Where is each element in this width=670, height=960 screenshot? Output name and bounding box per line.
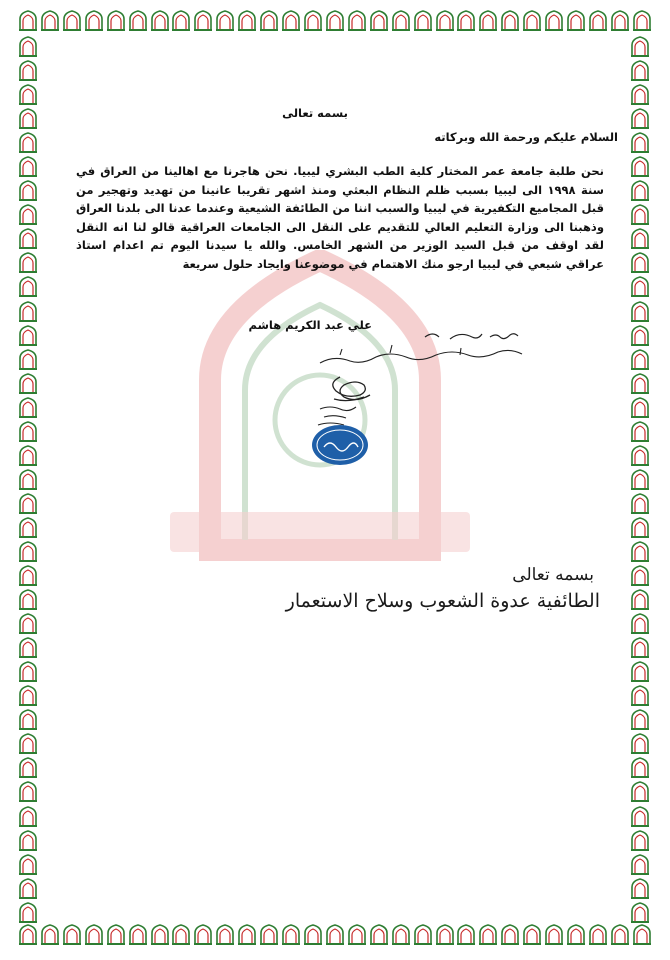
mosque-icon: [18, 565, 38, 587]
mosque-icon: [566, 924, 586, 946]
letter-greeting: السلام عليكم ورحمة الله وبركاته: [434, 130, 618, 144]
mosque-icon: [630, 854, 650, 876]
signature-name: علي عبد الكريم هاشم: [248, 318, 372, 332]
mosque-icon: [413, 10, 433, 32]
mosque-icon: [18, 132, 38, 154]
mosque-icon: [630, 806, 650, 828]
mosque-icon: [630, 60, 650, 82]
handwritten-line-2: [320, 345, 522, 363]
mosque-icon: [632, 10, 652, 32]
mosque-icon: [630, 36, 650, 58]
mosque-icon: [171, 924, 191, 946]
mosque-icon: [630, 469, 650, 491]
mosque-icon: [18, 878, 38, 900]
decorative-border-bottom: [18, 924, 652, 948]
mosque-icon: [18, 517, 38, 539]
body-line: من تهديد وتهجير من قبل المجاميع التكفيرية في ليبيا والسبب اننا من الطائفة: [76, 182, 604, 216]
mosque-icon: [347, 924, 367, 946]
body-line: النقل الى الجامعات العراقية قالو لنا انه النقل لقد اوقف من قبل السيد الوزير من: [76, 219, 604, 253]
transcription-line-1: بسمه تعالى: [512, 565, 594, 585]
mosque-icon: [18, 637, 38, 659]
mosque-icon: [391, 10, 411, 32]
mosque-icon: [18, 806, 38, 828]
mosque-icon: [630, 301, 650, 323]
mosque-icon: [303, 10, 323, 32]
mosque-icon: [435, 10, 455, 32]
mosque-icon: [62, 10, 82, 32]
handwritten-annotation: [300, 325, 530, 475]
letter-body: [76, 162, 604, 274]
mosque-icon: [18, 325, 38, 347]
mosque-icon: [630, 180, 650, 202]
mosque-icon: [435, 924, 455, 946]
mosque-icon: [18, 493, 38, 515]
mosque-icon: [18, 541, 38, 563]
mosque-icon: [18, 781, 38, 803]
mosque-icon: [84, 10, 104, 32]
mosque-icon: [18, 84, 38, 106]
mosque-icon: [630, 373, 650, 395]
decorative-border-left: [18, 36, 40, 924]
mosque-icon: [40, 10, 60, 32]
mosque-icon: [18, 661, 38, 683]
mosque-icon: [259, 924, 279, 946]
body-line: نحن طلبة جامعة عمر المختار كلية الطب البشري ليبيا. نحن هاجرنا مع اهالينا من: [141, 164, 604, 178]
mosque-icon: [18, 156, 38, 178]
mosque-icon: [303, 924, 323, 946]
mosque-icon: [630, 276, 650, 298]
mosque-icon: [193, 924, 213, 946]
mosque-icon: [347, 10, 367, 32]
mosque-icon: [18, 709, 38, 731]
mosque-icon: [630, 661, 650, 683]
mosque-icon: [62, 924, 82, 946]
mosque-icon: [478, 924, 498, 946]
mosque-icon: [18, 349, 38, 371]
mosque-icon: [456, 924, 476, 946]
mosque-icon: [500, 924, 520, 946]
mosque-icon: [18, 613, 38, 635]
decorative-border-top: [18, 10, 652, 34]
mosque-icon: [630, 541, 650, 563]
mosque-icon: [237, 10, 257, 32]
mosque-icon: [18, 180, 38, 202]
mosque-icon: [18, 276, 38, 298]
mosque-icon: [630, 204, 650, 226]
mosque-icon: [150, 924, 170, 946]
mosque-icon: [281, 10, 301, 32]
mosque-icon: [630, 637, 650, 659]
mosque-icon: [18, 733, 38, 755]
mosque-icon: [630, 685, 650, 707]
mosque-icon: [325, 924, 345, 946]
mosque-icon: [632, 924, 652, 946]
mosque-icon: [171, 10, 191, 32]
mosque-icon: [391, 924, 411, 946]
mosque-icon: [325, 10, 345, 32]
mosque-icon: [630, 733, 650, 755]
mosque-icon: [630, 613, 650, 635]
mosque-icon: [630, 589, 650, 611]
mosque-icon: [18, 204, 38, 226]
mosque-icon: [106, 10, 126, 32]
handwritten-line-1: [425, 334, 518, 339]
mosque-icon: [18, 854, 38, 876]
mosque-icon: [18, 902, 38, 924]
mosque-icon: [18, 757, 38, 779]
body-line: العراق في سنة ١٩٩٨ الى ليبيا بسبب ظلم النظام البعثي ومنذ اشهر تقريبا عانينا: [76, 164, 604, 197]
mosque-icon: [193, 10, 213, 32]
mosque-icon: [630, 517, 650, 539]
mosque-icon: [630, 349, 650, 371]
mosque-icon: [18, 228, 38, 250]
mosque-icon: [18, 373, 38, 395]
mosque-icon: [544, 10, 564, 32]
mosque-icon: [630, 878, 650, 900]
mosque-icon: [237, 924, 257, 946]
letter-invocation: بسمه تعالى: [282, 106, 348, 120]
mosque-icon: [610, 924, 630, 946]
mosque-icon: [630, 493, 650, 515]
mosque-icon: [630, 830, 650, 852]
mosque-icon: [18, 10, 38, 32]
mosque-icon: [630, 709, 650, 731]
mosque-icon: [18, 830, 38, 852]
mosque-icon: [630, 252, 650, 274]
mosque-icon: [369, 924, 389, 946]
mosque-icon: [630, 902, 650, 924]
watermark-banner: [170, 512, 470, 552]
mosque-icon: [281, 924, 301, 946]
mosque-icon: [630, 781, 650, 803]
mosque-icon: [369, 10, 389, 32]
mosque-icon: [128, 924, 148, 946]
transcription-line-2: الطائفية عدوة الشعوب وسلاح الاستعمار: [285, 590, 600, 612]
mosque-icon: [18, 469, 38, 491]
mosque-icon: [456, 10, 476, 32]
mosque-icon: [544, 924, 564, 946]
mosque-icon: [630, 84, 650, 106]
mosque-icon: [522, 10, 542, 32]
mosque-icon: [18, 301, 38, 323]
mosque-icon: [84, 924, 104, 946]
body-line: الاهتمام في موضوعنا وايجاد حلول سريعة: [182, 256, 418, 271]
mosque-icon: [630, 421, 650, 443]
mosque-icon: [630, 397, 650, 419]
mosque-icon: [478, 10, 498, 32]
mosque-icon: [630, 325, 650, 347]
mosque-icon: [18, 421, 38, 443]
mosque-icon: [18, 445, 38, 467]
mosque-icon: [18, 108, 38, 130]
mosque-icon: [630, 108, 650, 130]
mosque-icon: [630, 565, 650, 587]
mosque-icon: [630, 445, 650, 467]
mosque-icon: [18, 924, 38, 946]
mosque-icon: [500, 10, 520, 32]
mosque-icon: [215, 924, 235, 946]
mosque-icon: [215, 10, 235, 32]
mosque-icon: [630, 757, 650, 779]
mosque-icon: [18, 685, 38, 707]
handwritten-scribble: [333, 377, 370, 401]
mosque-icon: [630, 132, 650, 154]
mosque-icon: [630, 156, 650, 178]
mosque-icon: [18, 397, 38, 419]
mosque-icon: [18, 60, 38, 82]
mosque-icon: [566, 10, 586, 32]
body-line: الشهر الخامس. والله يا سيدنا اليوم تم اعدام استاذ عراقي شيعي في ليبيا ارجو منك: [76, 238, 604, 271]
mosque-icon: [588, 10, 608, 32]
mosque-icon: [259, 10, 279, 32]
mosque-icon: [18, 589, 38, 611]
mosque-icon: [413, 924, 433, 946]
mosque-icon: [522, 924, 542, 946]
decorative-border-right: [630, 36, 652, 924]
mosque-icon: [588, 924, 608, 946]
mosque-icon: [630, 228, 650, 250]
body-line: الشيعية وعندما عدنا الى بلدنا العراق وذهبنا الى وزارة التعليم العالي للتقديم على: [76, 201, 604, 234]
blue-stamp: [312, 425, 368, 465]
mosque-icon: [40, 924, 60, 946]
mosque-icon: [18, 252, 38, 274]
mosque-icon: [18, 36, 38, 58]
mosque-icon: [106, 924, 126, 946]
mosque-icon: [610, 10, 630, 32]
mosque-icon: [150, 10, 170, 32]
mosque-icon: [128, 10, 148, 32]
